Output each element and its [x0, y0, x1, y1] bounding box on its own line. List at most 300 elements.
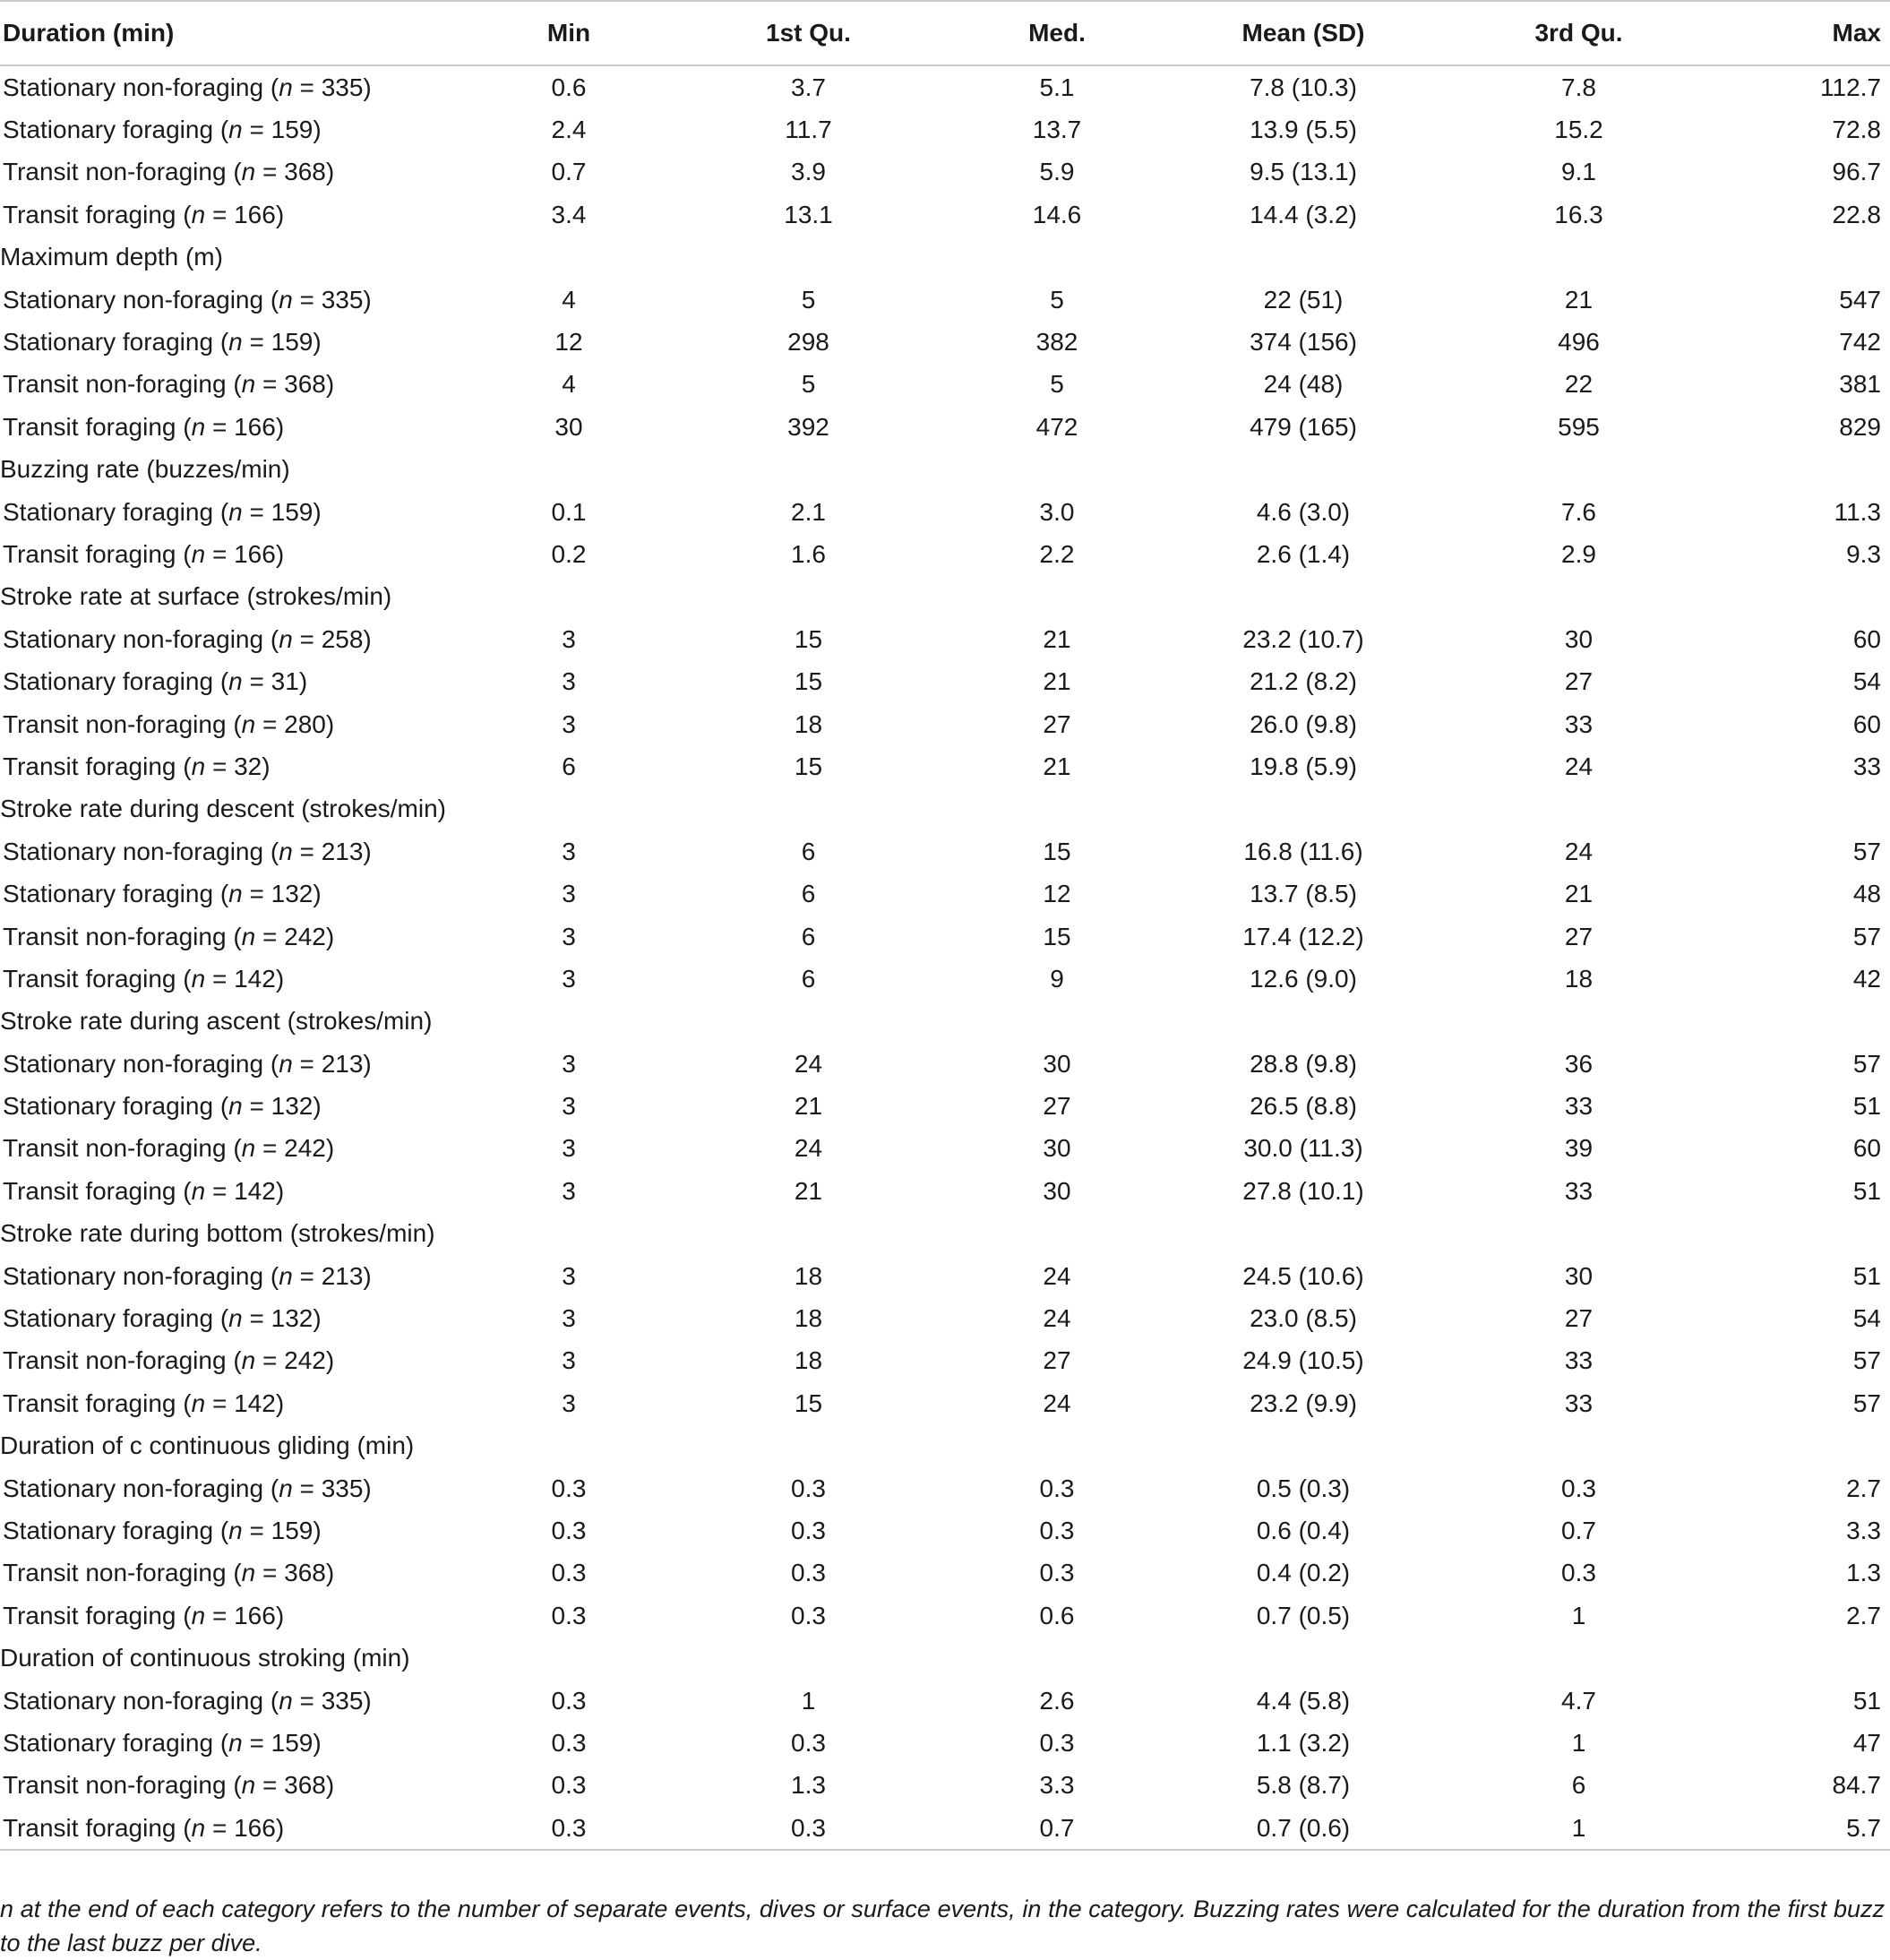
table-row [0, 1340, 1890, 1382]
row-label-equals: = [205, 1813, 235, 1842]
row-sample-size: 31 [271, 667, 299, 696]
table-cell: 17.4 (12.2) [1242, 922, 1364, 950]
table-cell: 15 [794, 624, 823, 653]
column-header: Max [1688, 1, 1890, 65]
column-header: Mean (SD) [1138, 1, 1469, 65]
table-cell: 15 [1043, 922, 1071, 950]
row-label-text: Transit non-foraging [3, 1134, 227, 1163]
table-cell: 6 [562, 752, 576, 780]
row-label-paren-open: ( [263, 285, 279, 314]
row-label-paren-open: ( [213, 1516, 229, 1544]
table-cell: 1.3 [1846, 1559, 1881, 1587]
table-cell: 57 [1852, 1049, 1881, 1078]
table-cell: 19.8 (5.9) [1250, 752, 1357, 780]
row-label [0, 873, 497, 915]
row-label-n-symbol: n [191, 1176, 206, 1205]
row-label [0, 703, 497, 745]
row-sample-size: 242 [284, 1346, 326, 1375]
row-label-paren-open: ( [263, 1474, 279, 1502]
table-cell: 24 [1043, 1304, 1071, 1333]
row-label-paren-close: ) [313, 880, 322, 908]
table-cell: 12 [554, 328, 583, 357]
table-row [0, 1680, 1890, 1722]
table-cell: 54 [1852, 1304, 1881, 1333]
row-label-equals: = [292, 1261, 322, 1290]
row-label-paren-open: ( [263, 1049, 279, 1078]
table-cell: 1.6 [791, 539, 826, 568]
table-cell: 60 [1852, 624, 1881, 653]
row-label-text: Stationary non-foraging [3, 1686, 264, 1715]
row-label-equals: = [255, 1559, 285, 1587]
row-label-n-symbol: n [191, 752, 206, 780]
table-row [0, 108, 1890, 150]
table-cell: 33 [1852, 752, 1881, 780]
table-cell: 21 [1043, 667, 1071, 696]
row-label-n-symbol: n [279, 1049, 293, 1078]
table-row [0, 1722, 1890, 1764]
row-label [0, 618, 497, 660]
row-label-text: Transit foraging [3, 200, 176, 228]
row-label-n-symbol: n [191, 200, 206, 228]
table-cell: 14.6 [1032, 200, 1082, 228]
row-label-paren-close: ) [313, 1728, 322, 1757]
row-sample-size: 159 [271, 1516, 314, 1544]
table-cell: 6 [801, 964, 816, 993]
row-label-paren-open: ( [213, 1092, 229, 1121]
table-cell: 2.7 [1846, 1601, 1881, 1629]
row-label-paren-close: ) [325, 1559, 335, 1587]
table-cell: 5 [1050, 370, 1064, 399]
table-cell: 829 [1839, 412, 1881, 441]
row-label [0, 151, 497, 193]
table-cell: 96.7 [1832, 158, 1881, 186]
row-label-equals: = [242, 1516, 271, 1544]
row-label-n-symbol: n [241, 158, 256, 186]
row-label [0, 1340, 497, 1382]
table-cell: 24 [794, 1049, 823, 1078]
table-cell: 21.2 (8.2) [1250, 667, 1357, 696]
table-cell: 0.3 [551, 1559, 587, 1587]
table-cell: 3.9 [791, 158, 826, 186]
row-label-paren-close: ) [363, 837, 372, 865]
table-row [0, 65, 1890, 108]
row-sample-size: 159 [271, 1728, 314, 1757]
row-label-n-symbol: n [241, 922, 256, 950]
table-cell: 24.5 (10.6) [1242, 1261, 1364, 1290]
row-label-text: Stationary foraging [3, 497, 214, 526]
table-cell: 51 [1852, 1092, 1881, 1121]
table-cell: 0.3 [497, 1807, 640, 1850]
row-label [0, 830, 497, 873]
row-sample-size: 368 [284, 158, 326, 186]
row-sample-size: 166 [234, 1601, 276, 1629]
table-cell: 27 [1564, 1304, 1594, 1333]
row-label-equals: = [205, 1601, 235, 1629]
row-label [0, 364, 497, 406]
row-sample-size: 142 [234, 964, 276, 993]
table-cell: 3 [562, 1388, 576, 1417]
row-sample-size: 166 [234, 412, 276, 441]
row-sample-size: 242 [284, 922, 326, 950]
table-cell: 2.6 [1039, 1686, 1075, 1715]
table-row [0, 958, 1890, 1000]
row-label-n-symbol: n [241, 370, 256, 399]
row-label-text: Stationary foraging [3, 1728, 214, 1757]
table-cell: 381 [1839, 370, 1881, 399]
row-label-text: Stationary non-foraging [3, 624, 264, 653]
table-cell: 3 [562, 624, 576, 653]
row-label-n-symbol: n [279, 624, 293, 653]
row-sample-size: 335 [321, 1686, 364, 1715]
section-header-row [0, 1001, 1890, 1043]
row-label-n-symbol: n [228, 667, 243, 696]
table-row [0, 873, 1890, 915]
row-label [0, 1085, 497, 1127]
table-cell: 2.2 [1039, 539, 1075, 568]
row-label [0, 1552, 497, 1595]
row-label-equals: = [205, 1176, 235, 1205]
table-cell: 3 [562, 880, 576, 908]
row-sample-size: 242 [284, 1134, 326, 1163]
row-label [0, 660, 497, 702]
row-label-paren-open: ( [226, 922, 242, 950]
row-sample-size: 132 [271, 1092, 314, 1121]
row-label-paren-close: ) [262, 752, 271, 780]
footnote-n-symbol: n [0, 1896, 14, 1922]
table-cell: 13.9 (5.5) [1250, 116, 1357, 144]
table-header [0, 1, 1890, 65]
table-cell: 2.6 (1.4) [1256, 539, 1351, 568]
table-cell: 27 [1564, 922, 1594, 950]
table-row [0, 1043, 1890, 1085]
table-cell: 39 [1564, 1134, 1594, 1163]
row-label-equals: = [205, 200, 235, 228]
table-row [0, 1128, 1890, 1170]
table-row [0, 1382, 1890, 1424]
table-row [0, 279, 1890, 321]
row-label-paren-open: ( [226, 158, 242, 186]
table-cell: 382 [1035, 328, 1078, 357]
table-row [0, 491, 1890, 533]
table-cell: 4 [562, 370, 576, 399]
row-label-paren-close: ) [313, 497, 322, 526]
table-cell: 547 [1839, 285, 1881, 314]
table-row [0, 660, 1890, 702]
table-cell: 27 [1564, 667, 1594, 696]
row-label-paren-close: ) [313, 1516, 322, 1544]
column-header: 1st Qu. [640, 1, 976, 65]
row-label [0, 1680, 497, 1722]
row-label-n-symbol: n [191, 539, 206, 568]
row-label-paren-open: ( [213, 1304, 229, 1333]
table-cell: 28.8 (9.8) [1250, 1049, 1357, 1078]
row-sample-size: 335 [321, 73, 364, 101]
row-label [0, 65, 497, 108]
table-row [0, 193, 1890, 236]
table-cell: 72.8 [1832, 116, 1881, 144]
table-cell: 22.8 [1832, 200, 1881, 228]
row-label-text: Transit non-foraging [3, 709, 227, 738]
row-label-paren-close: ) [325, 1346, 335, 1375]
table-cell: 27 [1043, 1092, 1071, 1121]
table-cell: 11.7 [785, 116, 832, 144]
table-cell: 0.3 [791, 1601, 826, 1629]
table-row [0, 1765, 1890, 1807]
table-cell: 23.2 (9.9) [1250, 1388, 1357, 1417]
row-label [0, 1043, 497, 1085]
table-row [0, 1297, 1890, 1339]
table-cell: 57 [1852, 1388, 1881, 1417]
table-cell: 2.7 [1846, 1474, 1881, 1502]
table-cell: 3.3 [1039, 1771, 1075, 1800]
table-cell: 4.6 (3.0) [1256, 497, 1351, 526]
table-cell: 0.3 [551, 1601, 587, 1629]
row-label-paren-open: ( [226, 1346, 242, 1375]
row-label-equals: = [205, 412, 235, 441]
row-label [0, 1807, 497, 1850]
table-cell: 27 [1043, 709, 1071, 738]
row-label-paren-open: ( [213, 667, 229, 696]
row-label [0, 958, 497, 1000]
table-row [0, 1509, 1890, 1552]
row-label [0, 745, 497, 787]
row-label [0, 1467, 497, 1509]
table-cell: 27 [1043, 1346, 1071, 1375]
table-cell: 16.3 [1554, 200, 1603, 228]
row-label-equals: = [292, 624, 322, 653]
row-label-paren-open: ( [226, 1134, 242, 1163]
row-label-text: Transit non-foraging [3, 1559, 227, 1587]
row-label-paren-open: ( [176, 412, 192, 441]
table-cell: 84.7 [1832, 1771, 1881, 1800]
table-cell: 2.1 [791, 497, 826, 526]
table-row [0, 1170, 1890, 1212]
table-cell: 1.1 (3.2) [1256, 1728, 1351, 1757]
table-row [0, 916, 1890, 958]
row-label-equals: = [242, 1304, 271, 1333]
row-label-paren-open: ( [263, 624, 279, 653]
row-sample-size: 335 [321, 1474, 364, 1502]
row-label [0, 279, 497, 321]
table-cell: 0.6 (0.4) [1256, 1516, 1351, 1544]
row-label-n-symbol: n [279, 285, 293, 314]
row-label-n-symbol: n [241, 1134, 256, 1163]
row-label-text: Stationary non-foraging [3, 73, 264, 101]
row-label-text: Transit foraging [3, 1813, 176, 1842]
row-label-text: Stationary foraging [3, 1304, 214, 1333]
row-sample-size: 368 [284, 1559, 326, 1587]
row-label-equals: = [292, 285, 322, 314]
row-label-paren-open: ( [176, 200, 192, 228]
table-cell: 0.5 (0.3) [1256, 1474, 1351, 1502]
row-label-paren-open: ( [176, 752, 192, 780]
row-sample-size: 166 [234, 539, 276, 568]
section-title: Maximum depth (m) [0, 243, 223, 271]
table-cell: 3.7 [791, 73, 826, 101]
row-label-equals: = [255, 922, 285, 950]
section-title: Stroke rate during ascent (strokes/min) [0, 1007, 433, 1036]
row-label-paren-open: ( [226, 1771, 242, 1800]
section-header-row [0, 1425, 1890, 1467]
row-label-n-symbol: n [228, 328, 243, 357]
row-sample-size: 142 [234, 1176, 276, 1205]
table-cell: 112.7 [1820, 73, 1881, 101]
table-cell: 0.3 [551, 1771, 587, 1800]
section-header-row [0, 236, 1890, 279]
table-cell: 26.5 (8.8) [1250, 1092, 1357, 1121]
table-cell: 1.3 [791, 1771, 826, 1800]
row-label-equals: = [205, 1388, 235, 1417]
row-label-equals: = [255, 158, 285, 186]
table-cell: 60 [1852, 709, 1881, 738]
column-header: Duration (min) [0, 1, 497, 65]
row-label-equals: = [242, 1728, 271, 1757]
row-label-paren-open: ( [263, 837, 279, 865]
row-label-n-symbol: n [228, 497, 243, 526]
table-cell: 57 [1852, 922, 1881, 950]
table-cell: 0.6 [1039, 1601, 1075, 1629]
table-cell: 2.4 [551, 116, 587, 144]
row-label-equals: = [292, 1474, 322, 1502]
row-label-n-symbol: n [228, 1304, 243, 1333]
row-label-n-symbol: n [228, 1516, 243, 1544]
row-label-equals: = [205, 964, 235, 993]
table-cell: 24 [1043, 1388, 1071, 1417]
row-label-text: Stationary foraging [3, 116, 214, 144]
section-title: Stroke rate during bottom (strokes/min) [0, 1219, 435, 1248]
table-cell: 9.1 [1561, 158, 1596, 186]
row-sample-size: 213 [321, 837, 364, 865]
row-label-paren-close: ) [313, 1092, 322, 1121]
row-label-n-symbol: n [279, 1686, 293, 1715]
table-cell: 3.0 [1039, 497, 1075, 526]
table-cell: 30 [1043, 1134, 1071, 1163]
row-label-paren-close: ) [275, 1388, 285, 1417]
table-row [0, 703, 1890, 745]
table-row [0, 830, 1890, 873]
table-cell: 16.8 (11.6) [1243, 837, 1363, 865]
row-label-n-symbol: n [228, 1728, 243, 1757]
row-label-equals: = [242, 497, 271, 526]
table-cell: 3 [562, 1049, 576, 1078]
table-cell: 21 [1043, 624, 1071, 653]
table-cell: 23.2 (10.7) [1242, 624, 1364, 653]
section-header-row [0, 1213, 1890, 1255]
row-label [0, 1128, 497, 1170]
table-cell: 0.3 [791, 1516, 826, 1544]
table-cell: 0.3 [791, 1474, 826, 1502]
row-label-paren-open: ( [263, 73, 279, 101]
table-row [0, 1255, 1890, 1297]
row-label-paren-close: ) [325, 370, 335, 399]
row-label-paren-close: ) [313, 116, 322, 144]
row-label [0, 321, 497, 363]
row-label-paren-close: ) [313, 328, 322, 357]
table-cell: 5.8 (8.7) [1256, 1771, 1351, 1800]
row-label-n-symbol: n [279, 73, 293, 101]
table-cell: 6 [801, 880, 816, 908]
table-row [0, 406, 1890, 448]
row-label-paren-close: ) [275, 1176, 285, 1205]
row-label-paren-open: ( [176, 1813, 192, 1842]
row-label-n-symbol: n [241, 709, 256, 738]
row-label [0, 193, 497, 236]
row-label-text: Transit non-foraging [3, 1346, 227, 1375]
table-cell: 15 [1043, 837, 1071, 865]
row-label-text: Transit non-foraging [3, 158, 227, 186]
table-cell: 33 [1564, 1092, 1594, 1121]
table-cell: 0.7 [551, 158, 587, 186]
row-label-equals: = [242, 328, 271, 357]
table-cell: 36 [1564, 1049, 1594, 1078]
table-row [0, 533, 1890, 575]
table-cell: 18 [794, 709, 823, 738]
table-cell: 15 [794, 1388, 823, 1417]
table-cell: 21 [794, 1176, 823, 1205]
table-row [0, 1467, 1890, 1509]
table-cell: 51 [1852, 1261, 1881, 1290]
table-cell: 15 [794, 667, 823, 696]
row-label-text: Transit non-foraging [3, 922, 227, 950]
row-label-n-symbol: n [241, 1346, 256, 1375]
row-label-n-symbol: n [241, 1559, 256, 1587]
table-row [0, 1552, 1890, 1595]
table-cell: 6 [801, 837, 816, 865]
row-label-n-symbol: n [279, 1261, 293, 1290]
row-sample-size: 159 [271, 328, 314, 357]
table-cell: 0.2 [551, 539, 587, 568]
table-cell: 4.4 (5.8) [1256, 1686, 1351, 1715]
row-label-text: Stationary non-foraging [3, 837, 264, 865]
row-label-equals: = [242, 667, 271, 696]
row-label-n-symbol: n [191, 1601, 206, 1629]
table-cell: 3 [562, 667, 576, 696]
table-cell: 479 (165) [1250, 412, 1357, 441]
table-cell: 0.3 [1039, 1728, 1075, 1757]
table-cell: 9 [1050, 964, 1064, 993]
row-label [0, 1722, 497, 1764]
row-label-equals: = [292, 1686, 322, 1715]
table-cell: 595 [1558, 412, 1600, 441]
row-label-paren-close: ) [363, 73, 372, 101]
column-header: Min [497, 1, 640, 65]
table-cell: 0.3 [551, 1516, 587, 1544]
row-sample-size: 368 [284, 370, 326, 399]
row-label-text: Stationary foraging [3, 1516, 214, 1544]
table-cell: 0.7 [1561, 1516, 1596, 1544]
row-label-text: Stationary non-foraging [3, 1049, 264, 1078]
row-label [0, 406, 497, 448]
row-label [0, 1170, 497, 1212]
table-cell: 742 [1839, 328, 1881, 357]
row-label-text: Transit foraging [3, 1388, 176, 1417]
row-label-paren-close: ) [275, 539, 285, 568]
table-cell: 60 [1852, 1134, 1881, 1163]
row-label-paren-open: ( [176, 964, 192, 993]
table-cell: 1 [1571, 1601, 1586, 1629]
row-label-text: Stationary foraging [3, 667, 214, 696]
table-cell: 0.3 [1039, 1559, 1075, 1587]
table-cell: 9.3 [1846, 539, 1881, 568]
table-cell: 3 [562, 709, 576, 738]
table-row [0, 321, 1890, 363]
row-sample-size: 132 [271, 880, 314, 908]
row-label-paren-open: ( [213, 116, 229, 144]
table-cell: 5 [1050, 285, 1064, 314]
table-row [0, 364, 1890, 406]
row-label-equals: = [255, 370, 285, 399]
table-cell: 3 [562, 1176, 576, 1205]
